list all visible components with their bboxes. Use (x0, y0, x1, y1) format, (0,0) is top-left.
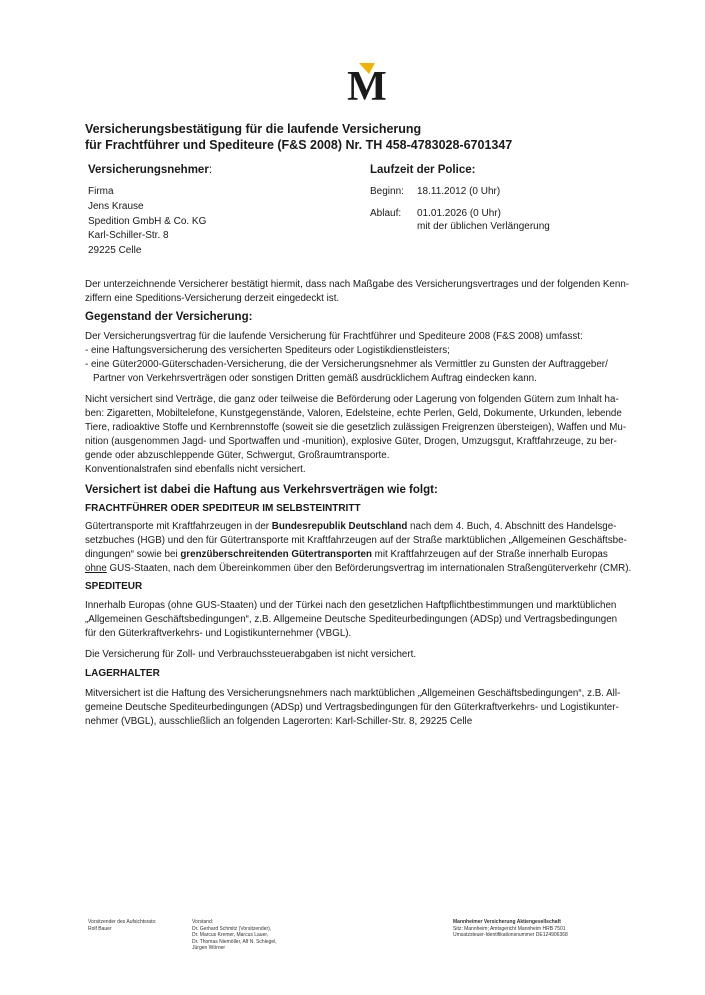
text-line (85, 520, 645, 534)
text-line: Die Versicherung für Zoll- und Verbrauchssteuerabgaben ist nicht versichert. (85, 649, 417, 660)
intro-paragraph (85, 278, 645, 306)
footer-board (192, 919, 277, 952)
company-line: Umsatzsteuer-Identifikationsnummer DE124906368 (453, 932, 568, 938)
bullet-line: - eine Güter2000-Güterschaden-Versicherung, die der Versicherungsnehmer als Vermittler zu Gunsten der Auftraggeber/ (85, 359, 608, 370)
address-line: Spedition GmbH & Co. KG (88, 215, 207, 227)
text-line: ziffern eine Speditions-Versicherung derzeit eingedeckt ist. (85, 293, 340, 304)
underlined-term: ohne (85, 563, 107, 574)
footer-chair (88, 919, 156, 932)
document-body (85, 278, 645, 729)
forwarder-heading: SPEDITEUR (85, 581, 143, 592)
board-line: Dr. Thomas Niemöller, Alf N. Schlegel, (192, 938, 277, 945)
term-start-date: 18.11.2012 (0 Uhr) (417, 186, 501, 197)
text-line: Der Versicherungsvertrag für die laufende Versicherung für Frachtführer und Spediteure 2008 (F&S 2008) umfasst: (85, 331, 583, 342)
insured-heading (88, 164, 212, 176)
text-line (85, 548, 645, 562)
text-line (85, 562, 645, 576)
term-start-row (370, 185, 550, 198)
warehouse-paragraph (85, 687, 645, 729)
logo-letter: M (347, 64, 387, 102)
customs-paragraph (85, 648, 645, 662)
term-end-label: Ablauf: (370, 208, 402, 219)
insured-address (88, 185, 206, 259)
text-line: Der unterzeichnende Versicherer bestätigt hiermit, dass nach Maßgabe des Versicherungsvertrages und der folgenden Kenn- (85, 279, 630, 290)
forwarder-paragraph (85, 599, 645, 641)
text-run: GUS-Staaten, nach dem Übereinkommen über den Beförderungsvertrag im internationalen Straßengüterverkehr (CMR). (106, 563, 632, 574)
term-end-row (370, 207, 550, 233)
bullet-line: - eine Haftungsversicherung des versicherten Spediteurs oder Logistikdienstleisters; (85, 345, 450, 356)
board-line: Dr. Marcus Kremer, Marcus Lauer, (192, 932, 269, 938)
bold-term: Bundesrepublik Deutschland (271, 521, 408, 532)
insured-heading-text: Versicherungsnehmer (88, 164, 209, 176)
text-line: nition (ausgenommen Jagd- und Sportwaffen und -munition), explosive Güter, Drogen, Umzugsgut, Kraftfahrzeuge, zu ber- (85, 436, 617, 447)
company-name: Mannheimer Versicherung Aktiengesellschaft (453, 919, 561, 925)
address-line: 29225 Celle (88, 245, 142, 257)
subject-paragraph (85, 330, 645, 386)
title-line-2: für Frachtführer und Spediteure (F&S 2008) Nr. TH 458-4783028-6701347 (85, 138, 513, 152)
text-line: nehmer (VBGL), ausschließlich an folgenden Lagerorten: Karl-Schiller-Str. 8, 29225 Celle (85, 716, 473, 727)
text-line: Mitversichert ist die Haftung des Versicherungsnehmers nach marktüblichen „Allgemeinen Geschäftsbedingungen“, z.B. All- (85, 688, 621, 699)
term-start-label: Beginn: (370, 186, 404, 197)
warehouse-heading: LAGERHALTER (85, 668, 160, 679)
chair-label: Vorsitzender des Aufsichtsrats: (88, 919, 157, 925)
text-line: Konventionalstrafen sind ebenfalls nicht versichert. (85, 464, 306, 475)
address-line: Firma (88, 186, 114, 197)
term-start-value (417, 185, 500, 198)
text-line: ben: Zigaretten, Mobiltelefone, Kunstgegenstände, Valoren, Edelsteine, echte Perlen, Geld, Dokumente, Urkunden, lebende (85, 408, 622, 419)
text-run: dingungen“ sowie bei (85, 549, 181, 560)
term-end-date: 01.01.2026 (0 Uhr) (417, 208, 501, 219)
document-title (85, 121, 512, 153)
policy-term (370, 185, 550, 233)
carrier-paragraph (85, 520, 645, 576)
text-line: gemeine Deutsche Spediteurbedingungen (ADSp) und Vertragsbedingungen für den Güterkraftverkehrs- und Logistikunter- (85, 702, 619, 713)
text-line: Nicht versichert sind Verträge, die ganz oder teilweise die Beförderung oder Lagerung von folgenden Gütern zum Inhalt ha- (85, 394, 619, 405)
liability-heading: Versichert ist dabei die Haftung aus Verkehrsverträgen wie folgt: (85, 484, 438, 496)
exclusions-paragraph (85, 393, 645, 477)
footer-company (453, 919, 568, 939)
board-label: Vorstand: (192, 919, 214, 925)
company-logo (342, 60, 392, 102)
text-run: mit Kraftfahrzeugen auf der Straße innerhalb Europas (371, 549, 608, 560)
bullet-continuation: Partner von Verkehrsverträgen oder sonstigen Dritten gemäß ausdrücklichem Auftrag eindecken kann. (93, 373, 537, 384)
text-line: „Allgemeinen Geschäftsbedingungen“, z.B. Allgemeine Deutsche Spediteurbedingungen (ADSp) und Vertragsbedingungen (85, 614, 618, 625)
title-line-1: Versicherungsbestätigung für die laufende Versicherung (85, 122, 422, 136)
subject-heading: Gegenstand der Versicherung: (85, 311, 253, 323)
text-run: nach dem 4. Buch, 4. Abschnitt des Handelsge- (407, 521, 617, 532)
chair-name: Rolf Bauer (88, 925, 112, 932)
term-end-value (417, 207, 550, 233)
term-end-note: mit der üblichen Verlängerung (417, 221, 550, 232)
text-line: setzbuches (HGB) und den für Gütertransporte mit Kraftfahrzeugen auf der Straße marktüblichen „Allgemeinen Geschäftsbe- (85, 535, 627, 546)
text-line: für den Güterkraftverkehrs- und Logistikunternehmer (VBGL). (85, 628, 352, 639)
term-heading: Laufzeit der Police: (370, 164, 476, 176)
text-line: Innerhalb Europas (ohne GUS-Staaten) und der Türkei nach den gesetzlichen Haftpflichtbestimmungen und marktüblichen (85, 600, 617, 611)
text-line: gende oder abzuschleppende Güter, Schwergut, Großraumtransporte. (85, 450, 390, 461)
carrier-heading: FRACHTFÜHRER ODER SPEDITEUR IM SELBSTEINTRITT (85, 503, 361, 514)
text-run: Gütertransporte mit Kraftfahrzeugen in der (85, 521, 272, 532)
bold-term: grenzüberschreitenden Gütertransporten (180, 549, 372, 560)
text-line: Tiere, radioaktive Stoffe und Kernbrennstoffe (soweit sie die gesetzlich zulässigen Freigrenzen übersteigen), Waffen und Mu- (85, 422, 627, 433)
address-line: Jens Krause (88, 200, 144, 212)
company-line: Sitz: Mannheim; Amtsgericht Mannheim HRB 7501 (453, 925, 566, 932)
address-line: Karl-Schiller-Str. 8 (88, 230, 169, 242)
board-line: Dr. Gerhard Schmitz (Vorsitzender), (192, 925, 272, 932)
insured-heading-colon: : (208, 164, 213, 176)
board-line: Jürgen Wörner (192, 945, 226, 951)
